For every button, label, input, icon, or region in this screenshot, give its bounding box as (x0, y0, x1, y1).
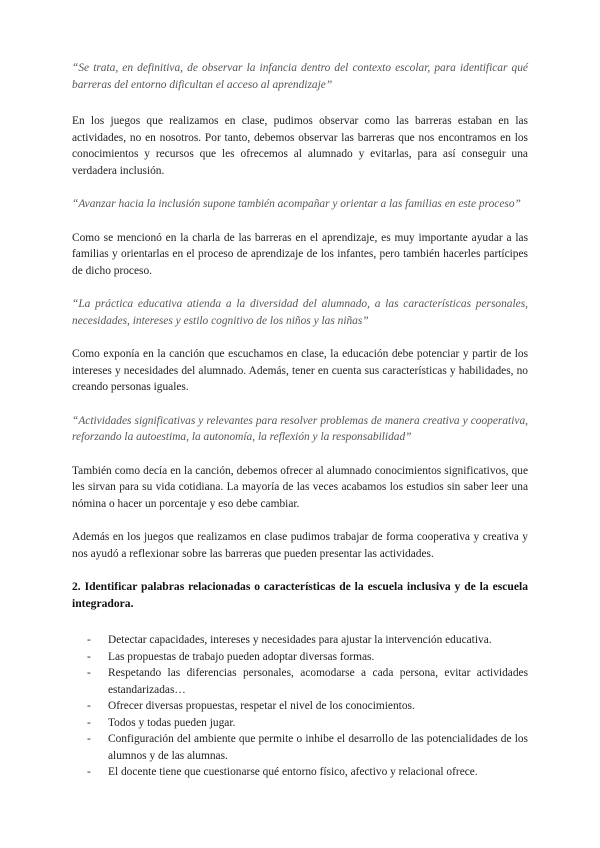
list-item (72, 649, 528, 666)
list-item-text: El docente tiene que cuestionarse qué entorno físico, afectivo y relacional ofrece. (108, 766, 478, 778)
paragraph-3: Como exponía en la canción que escuchamos en clase, la educación debe potenciar y partir de los intereses y necesidades del alumnado. Además, tener en cuenta sus características y habilidades, no creando personas iguales. (72, 348, 528, 393)
list-item-text: Las propuestas de trabajo pueden adoptar diversas formas. (108, 650, 375, 663)
section-heading: 2. Identificar palabras relacionadas o características de la escuela inclusiva y de la escuela integradora. (72, 580, 528, 610)
quote-4: “Actividades significativas y relevantes para resolver problemas de manera creativa y cooperativa, reforzando la autoestima, la autonomía, la reflexión y la responsabilidad” (72, 414, 528, 443)
paragraph-4: También como decía en la canción, debemos ofrecer al alumnado conocimientos significativos, que les sirvan para su vida cotidiana. La mayoría de las veces acabamos los estudios sin saber leer una nómina o hacer un porcentaje y eso debe cambiar. (72, 464, 528, 510)
quote-3: “La práctica educativa atienda a la diversidad del alumnado, a las características personales, necesidades, intereses y estilo cognitivo de los niños y las niñas” (72, 298, 528, 327)
list-item-text: Todos y todas pueden jugar. (108, 716, 236, 729)
list-item-text: Detectar capacidades, intereses y necesidades para ajustar la intervención educativa. (108, 634, 492, 646)
list-item (72, 715, 528, 732)
list-item-text: Ofrecer diversas propuestas, respetar el nivel de los conocimientos. (108, 700, 415, 712)
quote-1: “Se trata, en definitiva, de observar la infancia dentro del contexto escolar, para identificar qué barreras del entorno dificultan el acceso al aprendizaje” (72, 62, 528, 91)
document-page (72, 60, 528, 781)
bullet-dash: - (87, 634, 91, 646)
list-item (72, 632, 528, 649)
bullet-dash: - (87, 716, 91, 729)
bullet-dash: - (87, 700, 91, 712)
paragraph-2: Como se mencionó en la charla de las barreras en el aprendizaje, es muy importante ayudar a las familias y orientarlas en el proceso de aprendizaje de los infantes, pero también hacerles partícipes de dicho proceso. (72, 231, 528, 277)
list-item (72, 698, 528, 715)
bullet-dash: - (87, 667, 91, 679)
bullet-dash: - (87, 733, 91, 745)
paragraph-1: En los juegos que realizamos en clase, pudimos observar como las barreras estaban en las actividades, no en nosotros. Por tanto, debemos observar las barreras que nos encontramos en los conocimientos y recursos que les ofrecemos al alumnado y evitarlas, para así conseguir una verdadera inclusión. (72, 115, 528, 177)
quote-2: “Avanzar hacia la inclusión supone también acompañar y orientar a las familias en este proceso” (72, 198, 521, 210)
bullet-dash: - (87, 650, 91, 663)
list-item (72, 731, 528, 764)
list-item (72, 665, 528, 698)
paragraph-5: Además en los juegos que realizamos en clase pudimos trabajar de forma cooperativa y creativa y nos ayudó a reflexionar sobre las barreras que pueden presentar las actividades. (72, 531, 528, 560)
list-item-text: Respetando las diferencias personales, acomodarse a cada persona, evitar actividades estandarizadas… (108, 667, 528, 696)
characteristics-list (72, 632, 528, 781)
list-item (72, 764, 528, 781)
list-item-text: Configuración del ambiente que permite o inhibe el desarrollo de las potencialidades de los alumnos y de las alumnas. (108, 733, 528, 762)
bullet-dash: - (87, 766, 91, 778)
